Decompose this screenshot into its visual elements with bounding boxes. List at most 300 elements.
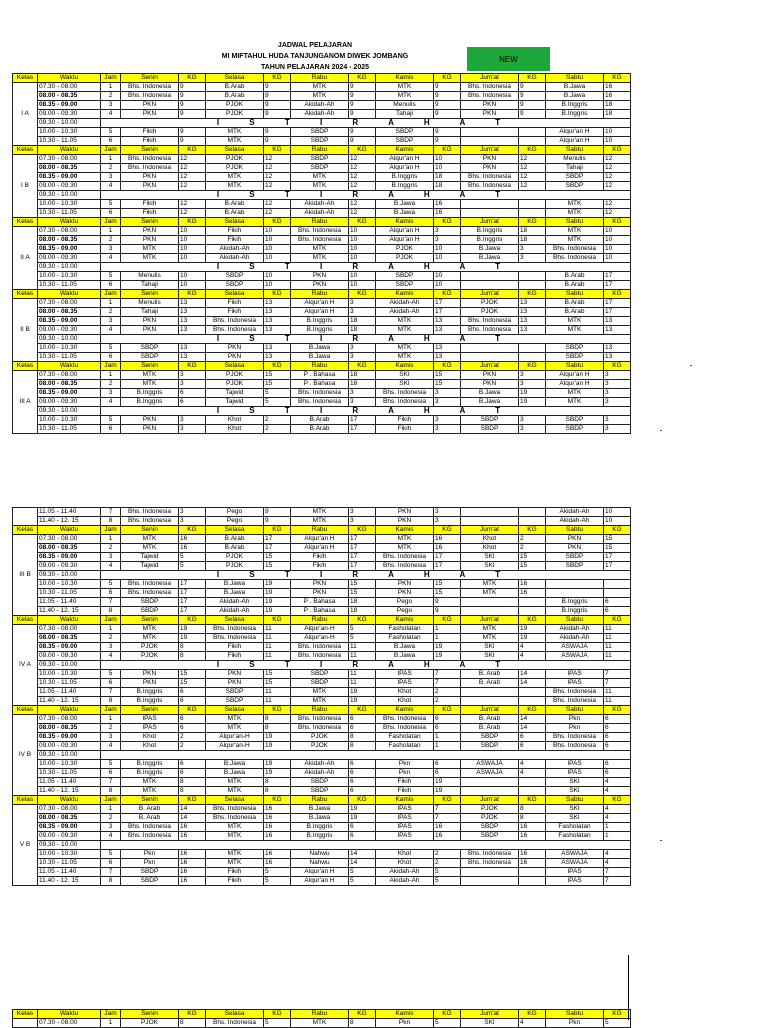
teacher-code-cell: B.Jawa (461, 245, 519, 254)
column-header: Sabtu (546, 1010, 604, 1019)
column-header: Kelas (13, 218, 38, 227)
column-header: Senin (121, 218, 179, 227)
table-row (13, 344, 631, 353)
subject-cell: 2 (179, 742, 206, 751)
subject-cell: 10 (434, 155, 461, 164)
subject-cell: 9 (434, 598, 461, 607)
subject-cell: 4 (519, 652, 546, 661)
subject-cell: 14 (519, 724, 546, 733)
teacher-code-cell: Fikih (206, 868, 264, 877)
teacher-code-cell: Fikih (206, 308, 264, 317)
subject-cell: 9 (264, 517, 291, 526)
subject-cell: 13 (434, 317, 461, 326)
teacher-code-cell: MTK (121, 254, 179, 263)
period-cell: 5 (101, 344, 121, 353)
time-cell: 09.30 - 10.00 (38, 335, 101, 344)
table-row (13, 715, 631, 724)
subject-cell: 16 (519, 859, 546, 868)
teacher-code-cell (461, 209, 519, 218)
subject-cell: 16 (604, 92, 631, 101)
period-cell: 5 (101, 200, 121, 209)
teacher-code-cell: PKN (121, 236, 179, 245)
column-header: Jum'at (461, 1010, 519, 1019)
period-cell: 4 (101, 398, 121, 407)
subject-cell: 9 (434, 92, 461, 101)
time-cell: 10.00 - 10.30 (38, 850, 101, 859)
subject-cell: 11 (264, 625, 291, 634)
column-header: Kelas (13, 706, 38, 715)
subject-cell (519, 137, 546, 146)
column-header: Kelas (13, 1010, 38, 1019)
subject-cell: 17 (264, 535, 291, 544)
teacher-code-cell: Fikih (376, 778, 434, 787)
teacher-code-cell: PKN (206, 679, 264, 688)
teacher-code-cell: PJOK (206, 110, 264, 119)
teacher-code-cell: Bhs. Indonesia (291, 236, 349, 245)
subject-cell: 3 (434, 508, 461, 517)
teacher-code-cell: Tahaji (121, 281, 179, 290)
table-row (13, 643, 631, 652)
table-row (13, 787, 631, 796)
teacher-code-cell: SBDP (291, 155, 349, 164)
teacher-code-cell: MTK (291, 245, 349, 254)
teacher-code-cell: SKI (461, 553, 519, 562)
period-cell: 6 (101, 281, 121, 290)
table-row (13, 299, 631, 308)
subject-cell: 17 (604, 281, 631, 290)
column-header: KG (519, 1010, 546, 1019)
teacher-code-cell: Akidah-Ah (206, 598, 264, 607)
time-cell: 08.35 - 09.00 (38, 245, 101, 254)
subject-cell: 15 (264, 670, 291, 679)
column-header: Sabtu (546, 706, 604, 715)
subject-cell: 6 (519, 742, 546, 751)
subject-cell: 10 (179, 281, 206, 290)
teacher-code-cell: PJOK (291, 742, 349, 751)
teacher-code-cell: SBDP (546, 553, 604, 562)
teacher-code-cell: Bhs. Indonesia (206, 326, 264, 335)
subject-cell: 19 (349, 805, 376, 814)
subject-cell: 17 (264, 544, 291, 553)
teacher-code-cell: Khot (376, 859, 434, 868)
time-cell: 11.40 - 12. 15 (38, 517, 101, 526)
subject-cell: 10 (349, 254, 376, 263)
teacher-code-cell: P . Bahasa (291, 380, 349, 389)
teacher-code-cell: Akidah-Ah (546, 634, 604, 643)
column-header: Selasa (206, 146, 264, 155)
break-row: I S T I R A H A T (101, 661, 631, 670)
teacher-code-cell: MTK (121, 544, 179, 553)
time-cell: 10.30 - 11.05 (38, 679, 101, 688)
period-cell: 7 (101, 688, 121, 697)
teacher-code-cell: PJOK (461, 805, 519, 814)
time-cell: 11.40 - 12. 15 (38, 787, 101, 796)
teacher-code-cell: Tahaji (121, 308, 179, 317)
subject-cell: 9 (349, 83, 376, 92)
teacher-code-cell: Akidah-Ah (206, 245, 264, 254)
subject-cell: 15 (434, 589, 461, 598)
subject-cell (519, 787, 546, 796)
table-row (13, 164, 631, 173)
teacher-code-cell: SBDP (291, 670, 349, 679)
subject-cell: 8 (264, 724, 291, 733)
subject-cell: 6 (604, 760, 631, 769)
subject-cell: 6 (434, 760, 461, 769)
time-cell: 09.30 - 10.00 (38, 263, 101, 272)
time-cell: 09.00 - 09.30 (38, 742, 101, 751)
teacher-code-cell: B.Inggris (291, 832, 349, 841)
subject-cell: 6 (349, 778, 376, 787)
teacher-code-cell: B.Arab (206, 544, 264, 553)
teacher-code-cell: Akidah-Ah (291, 769, 349, 778)
subject-cell: 3 (434, 236, 461, 245)
column-header: Rabu (291, 218, 349, 227)
period-cell: 3 (101, 823, 121, 832)
teacher-code-cell: B.Arab (206, 209, 264, 218)
teacher-code-cell: SBDP (206, 688, 264, 697)
teacher-code-cell: SBDP (121, 607, 179, 616)
column-header: Sabtu (546, 74, 604, 83)
subject-cell (519, 688, 546, 697)
column-header: Kamis (376, 74, 434, 83)
subject-cell: 11 (604, 643, 631, 652)
stray-mark (690, 365, 692, 366)
teacher-code-cell: Alqur'an H (376, 227, 434, 236)
column-header: Jam (101, 146, 121, 155)
period-cell: 1 (101, 715, 121, 724)
teacher-code-cell: SBDP (376, 281, 434, 290)
header-row (13, 706, 631, 715)
period-cell: 6 (101, 137, 121, 146)
teacher-code-cell: ASWAJA (546, 652, 604, 661)
column-header: Rabu (291, 526, 349, 535)
subject-cell: 2 (264, 416, 291, 425)
subject-cell: 16 (519, 580, 546, 589)
subject-cell: 11 (349, 652, 376, 661)
subject-cell: 5 (264, 398, 291, 407)
teacher-code-cell: PKN (121, 326, 179, 335)
teacher-code-cell: PKN (206, 353, 264, 362)
table-row (13, 877, 631, 886)
column-header: Jum'at (461, 146, 519, 155)
subject-cell: 12 (264, 200, 291, 209)
teacher-code-cell: SBDP (291, 787, 349, 796)
header-row (13, 74, 631, 83)
subject-cell: 13 (179, 308, 206, 317)
teacher-code-cell: B.Jawa (291, 805, 349, 814)
teacher-code-cell: SBDP (291, 137, 349, 146)
class-label: II A (13, 227, 38, 290)
teacher-code-cell: Alqur'an H (546, 371, 604, 380)
teacher-code-cell: IPAS (546, 670, 604, 679)
subject-cell: 10 (179, 236, 206, 245)
teacher-code-cell: MTK (376, 344, 434, 353)
teacher-code-cell: B.Jawa (546, 83, 604, 92)
teacher-code-cell: Fikih (206, 227, 264, 236)
column-header: KG (179, 218, 206, 227)
teacher-code-cell (461, 868, 519, 877)
subject-cell: 6 (519, 733, 546, 742)
teacher-code-cell: SBDP (206, 697, 264, 706)
teacher-code-cell (461, 787, 519, 796)
teacher-code-cell: Fasholatan (376, 625, 434, 634)
break-row: I S T I R A H A T (101, 571, 631, 580)
period-cell: 1 (101, 83, 121, 92)
period-cell: 2 (101, 164, 121, 173)
teacher-code-cell: Pego (376, 607, 434, 616)
subject-cell: 14 (519, 670, 546, 679)
teacher-code-cell: B.Inggris (121, 769, 179, 778)
subject-cell: 10 (434, 164, 461, 173)
column-header: Selasa (206, 362, 264, 371)
teacher-code-cell: SBDP (461, 416, 519, 425)
time-cell: 09.30 - 10.00 (38, 571, 101, 580)
time-cell: 08.35 - 09.00 (38, 173, 101, 182)
subject-cell: 8 (519, 805, 546, 814)
header-row (13, 362, 631, 371)
teacher-code-cell: Fikih (291, 553, 349, 562)
subject-cell: 2 (434, 859, 461, 868)
column-header: Waktu (38, 1010, 101, 1019)
table-row (13, 598, 631, 607)
stray-mark (660, 430, 662, 431)
teacher-code-cell: B.Jawa (376, 643, 434, 652)
subject-cell: 13 (604, 344, 631, 353)
teacher-code-cell: PKN (461, 371, 519, 380)
time-cell: 08.35 - 09.00 (38, 553, 101, 562)
column-header: Rabu (291, 796, 349, 805)
subject-cell: 5 (604, 1019, 631, 1028)
teacher-code-cell: Bhs. Indonesia (461, 173, 519, 182)
subject-cell: 13 (179, 344, 206, 353)
teacher-code-cell: Bhs. Indonesia (461, 859, 519, 868)
teacher-code-cell: B. Arab (461, 679, 519, 688)
subject-cell: 3 (519, 425, 546, 434)
subject-cell: 17 (349, 416, 376, 425)
teacher-code-cell: SBDP (291, 778, 349, 787)
subject-cell (519, 697, 546, 706)
class-label: II B (13, 299, 38, 362)
teacher-code-cell: Bhs. Indonesia (206, 625, 264, 634)
table-row (13, 92, 631, 101)
column-header: Selasa (206, 218, 264, 227)
teacher-code-cell: PKN (291, 589, 349, 598)
subject-cell: 17 (434, 562, 461, 571)
subject-cell: 18 (434, 173, 461, 182)
teacher-code-cell: Pkn (546, 724, 604, 733)
teacher-code-cell: SBDP (121, 353, 179, 362)
subject-cell: 14 (179, 814, 206, 823)
time-cell: 11.40 - 12. 15 (38, 607, 101, 616)
teacher-code-cell: B.Arab (291, 425, 349, 434)
schedule-table-page3 (12, 1009, 631, 1028)
subject-cell: 9 (349, 92, 376, 101)
teacher-code-cell: B.Arab (291, 416, 349, 425)
table-row (13, 652, 631, 661)
period-cell: 7 (101, 508, 121, 517)
teacher-code-cell: B.Jawa (376, 209, 434, 218)
time-cell: 08.35 - 09.00 (38, 643, 101, 652)
table-row (13, 308, 631, 317)
teacher-code-cell: B.Arab (206, 83, 264, 92)
teacher-code-cell: Tajwid (206, 389, 264, 398)
teacher-code-cell: Fasholatan (376, 733, 434, 742)
subject-cell: 5 (349, 634, 376, 643)
table-row (13, 326, 631, 335)
teacher-code-cell: Pkn (376, 760, 434, 769)
teacher-code-cell: MTK (546, 398, 604, 407)
table-row (13, 272, 631, 281)
subject-cell: 6 (179, 688, 206, 697)
subject-cell: 19 (264, 733, 291, 742)
subject-cell: 3 (349, 508, 376, 517)
teacher-code-cell: Fikih (206, 236, 264, 245)
subject-cell: 15 (604, 535, 631, 544)
column-header: KG (349, 526, 376, 535)
subject-cell: 16 (179, 832, 206, 841)
teacher-code-cell: MTK (121, 634, 179, 643)
subject-cell: 6 (349, 769, 376, 778)
teacher-code-cell: Khot (121, 733, 179, 742)
teacher-code-cell: PKN (291, 580, 349, 589)
subject-cell: 19 (349, 814, 376, 823)
teacher-code-cell: Bhs. Indonesia (546, 742, 604, 751)
subject-cell: 16 (434, 209, 461, 218)
subject-cell: 14 (349, 850, 376, 859)
column-header: KG (604, 706, 631, 715)
time-cell: 09.00 - 09.30 (38, 398, 101, 407)
period-cell: 3 (101, 173, 121, 182)
table-row (13, 751, 631, 760)
subject-cell (519, 272, 546, 281)
teacher-code-cell: Akidah-Ah (206, 607, 264, 616)
period-cell: 4 (101, 562, 121, 571)
teacher-code-cell: B.Arab (546, 308, 604, 317)
subject-cell: 19 (264, 607, 291, 616)
teacher-code-cell: Akidah-Ah (546, 517, 604, 526)
teacher-code-cell: Fikih (376, 425, 434, 434)
teacher-code-cell: PKN (121, 425, 179, 434)
column-header: Kelas (13, 290, 38, 299)
subject-cell: 15 (179, 679, 206, 688)
period-cell: 3 (101, 643, 121, 652)
column-header: Kamis (376, 290, 434, 299)
table-row (13, 101, 631, 110)
time-cell: 07.30 - 08.00 (38, 155, 101, 164)
subject-cell: 3 (604, 425, 631, 434)
teacher-code-cell: Akidah-Ah (546, 625, 604, 634)
teacher-code-cell: MTK (291, 83, 349, 92)
subject-cell: 10 (349, 227, 376, 236)
teacher-code-cell: B.Jawa (206, 589, 264, 598)
subject-cell: 11 (264, 652, 291, 661)
subject-cell: 19 (264, 769, 291, 778)
column-header: Waktu (38, 706, 101, 715)
subject-cell: 19 (434, 652, 461, 661)
column-header: Kamis (376, 146, 434, 155)
teacher-code-cell: PJOK (206, 553, 264, 562)
teacher-code-cell: PJOK (206, 164, 264, 173)
time-cell: 08.00 - 08.35 (38, 92, 101, 101)
table-row (13, 688, 631, 697)
subject-cell: 13 (264, 308, 291, 317)
subject-cell: 19 (264, 589, 291, 598)
teacher-code-cell: Alqur'an-H (291, 634, 349, 643)
teacher-code-cell (461, 344, 519, 353)
subject-cell: 12 (349, 155, 376, 164)
column-header: KG (434, 74, 461, 83)
time-cell: 08.00 - 08.35 (38, 814, 101, 823)
subject-cell: 19 (519, 398, 546, 407)
teacher-code-cell: MTK (291, 517, 349, 526)
teacher-code-cell: MTK (206, 832, 264, 841)
teacher-code-cell: MTK (121, 787, 179, 796)
column-header: KG (264, 362, 291, 371)
column-header: Senin (121, 1010, 179, 1019)
teacher-code-cell: PKN (461, 110, 519, 119)
subject-cell: 9 (519, 83, 546, 92)
teacher-code-cell: B.Jawa (291, 814, 349, 823)
table-row (13, 805, 631, 814)
subject-cell: 6 (604, 715, 631, 724)
document-title: JADWAL PELAJARAN (277, 42, 353, 49)
subject-cell: 6 (179, 769, 206, 778)
column-header: Kamis (376, 218, 434, 227)
teacher-code-cell: MTK (121, 245, 179, 254)
subject-cell: 19 (349, 697, 376, 706)
time-cell: 09.00 - 09.30 (38, 832, 101, 841)
column-header: Senin (121, 74, 179, 83)
column-header: KG (264, 74, 291, 83)
teacher-code-cell: MTK (461, 634, 519, 643)
column-header: Jum'at (461, 796, 519, 805)
subject-cell: 6 (179, 389, 206, 398)
subject-cell: 9 (264, 110, 291, 119)
subject-cell: 17 (179, 607, 206, 616)
time-cell: 07.30 - 08.00 (38, 83, 101, 92)
subject-cell: 6 (179, 398, 206, 407)
teacher-code-cell: B.Inggris (546, 598, 604, 607)
column-header: KG (179, 146, 206, 155)
class-label: IV B (13, 715, 38, 796)
column-header: KG (179, 796, 206, 805)
period-cell: 2 (101, 92, 121, 101)
teacher-code-cell: P . Bahasa (291, 607, 349, 616)
subject-cell (519, 128, 546, 137)
teacher-code-cell: SBDP (461, 823, 519, 832)
teacher-code-cell: IPAS (546, 760, 604, 769)
column-header: Sabtu (546, 290, 604, 299)
column-header: Jam (101, 1010, 121, 1019)
column-header: Jum'at (461, 362, 519, 371)
subject-cell: 19 (179, 625, 206, 634)
subject-cell: 17 (349, 544, 376, 553)
teacher-code-cell: Nahwu (291, 850, 349, 859)
subject-cell: 7 (434, 679, 461, 688)
column-header: KG (179, 706, 206, 715)
subject-cell: 17 (179, 589, 206, 598)
subject-cell: 12 (519, 164, 546, 173)
teacher-code-cell: SBDP (546, 182, 604, 191)
subject-cell (519, 200, 546, 209)
teacher-code-cell: B. Arab (461, 715, 519, 724)
subject-cell: 16 (179, 823, 206, 832)
subject-cell: 15 (434, 371, 461, 380)
period-cell: 6 (101, 679, 121, 688)
teacher-code-cell: B.Arab (546, 281, 604, 290)
teacher-code-cell: SKI (376, 371, 434, 380)
column-header: KG (604, 1010, 631, 1019)
